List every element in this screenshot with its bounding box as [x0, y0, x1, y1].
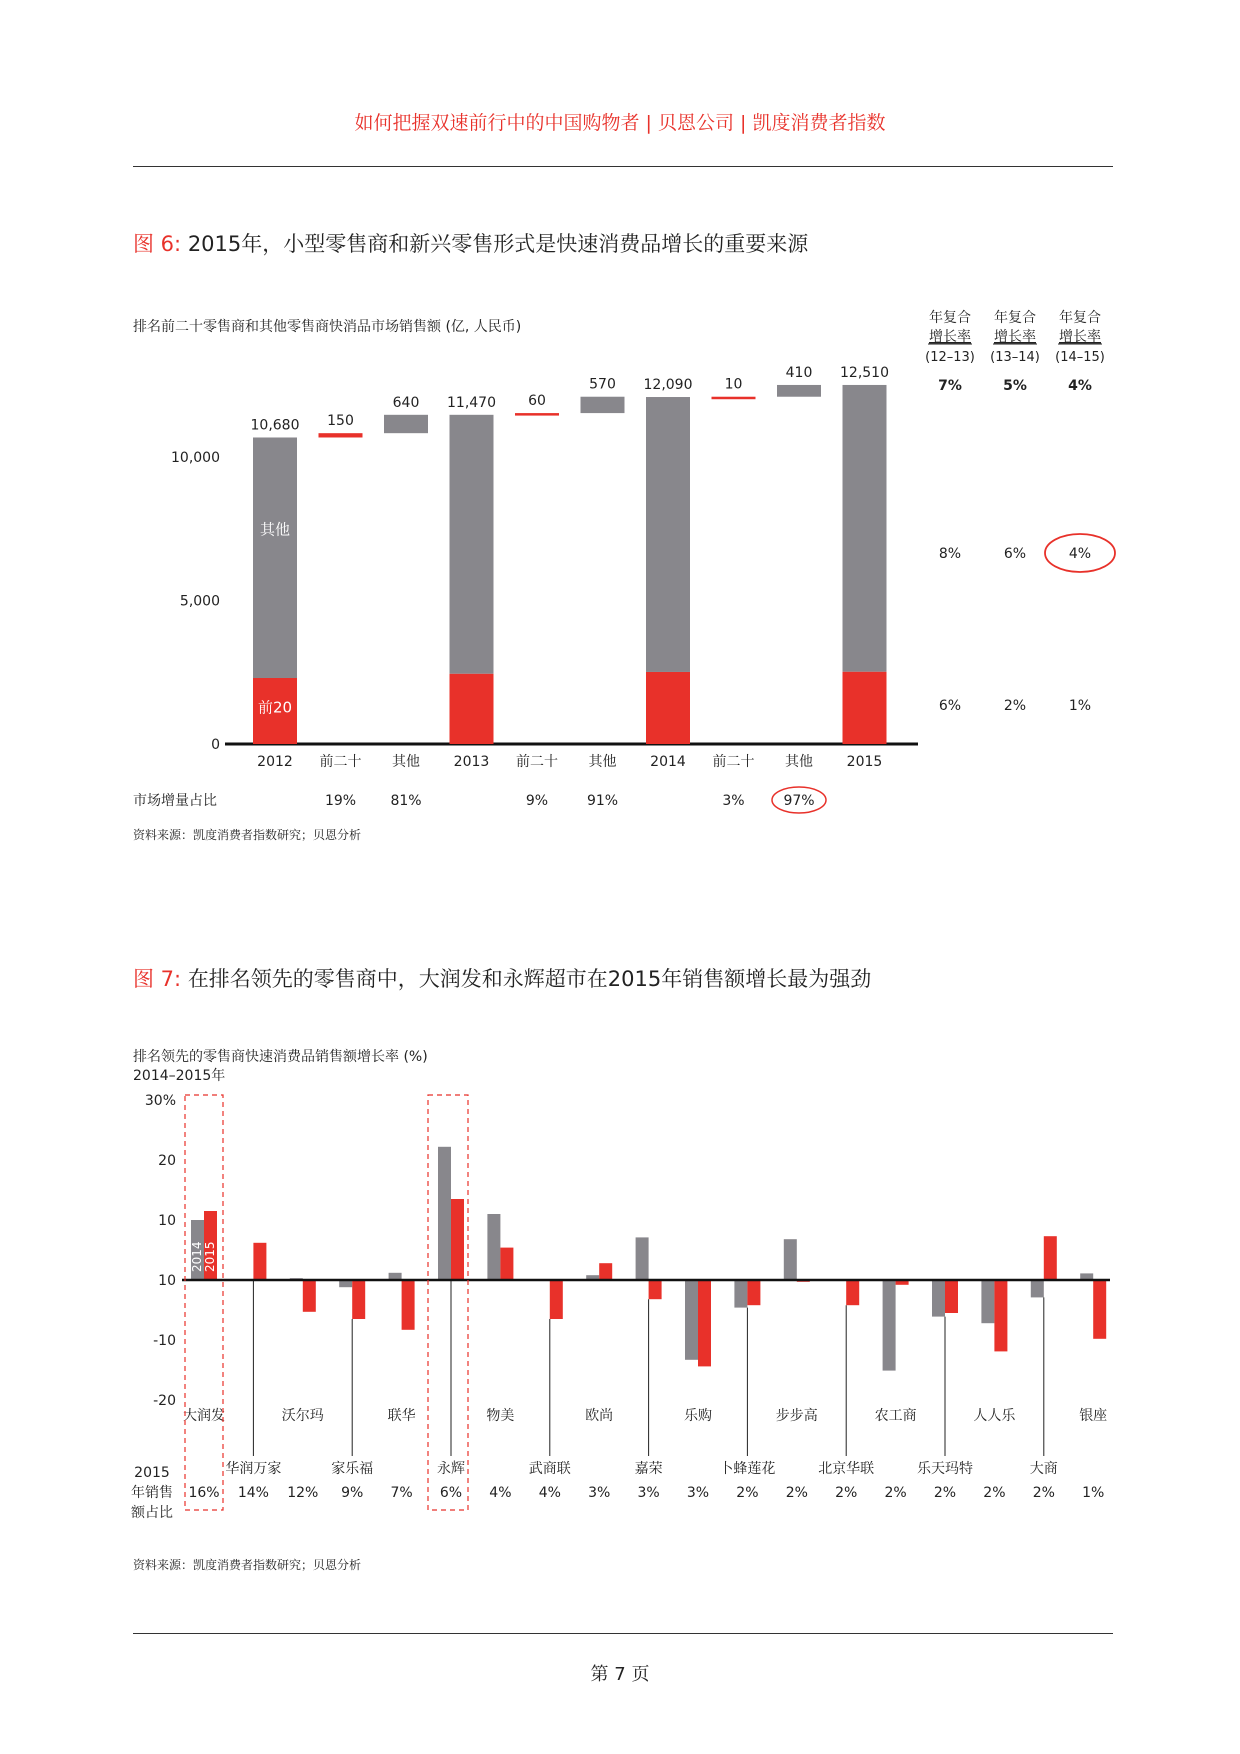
- cagr-total-value: 7%: [938, 378, 962, 394]
- bar-top20-segment: [450, 674, 494, 744]
- bar-total-label: 11,470: [447, 394, 496, 411]
- sales-share-value: 6%: [439, 1485, 463, 1501]
- sales-share-value: 9%: [341, 1485, 364, 1501]
- sales-share-row-label: 额占比: [131, 1505, 173, 1520]
- cagr-other-value: 8%: [938, 546, 962, 562]
- bar-2015: [402, 1280, 415, 1330]
- sales-share-value: 2%: [835, 1485, 858, 1501]
- bar-total-label: 12,510: [840, 364, 889, 381]
- bar-2015: [1044, 1236, 1057, 1280]
- sales-share-value: 14%: [237, 1485, 269, 1501]
- y-tick-label: 20: [158, 1153, 176, 1169]
- cagr-other-value: 4%: [1068, 546, 1092, 562]
- cagr-top20-value: 6%: [938, 698, 962, 714]
- bar-total-label: 10,680: [250, 417, 300, 434]
- increment-label: 570: [589, 376, 616, 393]
- bar-2015: [550, 1280, 563, 1319]
- series-label-2014: 2014: [190, 1241, 204, 1272]
- sales-share-row-label: 年销售: [131, 1485, 173, 1501]
- cagr-header-line2: 增长率: [1059, 329, 1101, 345]
- bar-2014: [487, 1214, 500, 1280]
- x-category-label: 其他: [588, 754, 617, 770]
- retailer-name: 华润万家: [225, 1461, 282, 1477]
- sales-share-value: 4%: [538, 1485, 561, 1501]
- bar-2014: [784, 1239, 797, 1280]
- retailer-name: 北京华联: [818, 1461, 875, 1477]
- retailer-name: 银座: [1079, 1408, 1108, 1424]
- bar-2014: [981, 1280, 994, 1323]
- header-rule: [133, 166, 1113, 167]
- retailer-name: 联华: [387, 1408, 416, 1424]
- bar-2014: [932, 1280, 945, 1317]
- cagr-header-line2: 增长率: [929, 329, 971, 345]
- cagr-top20-value: 1%: [1068, 698, 1092, 714]
- bar-2015: [747, 1280, 760, 1305]
- bar-other-segment: [843, 385, 887, 672]
- bar-2015: [599, 1263, 612, 1280]
- market-share-value: 97%: [783, 793, 815, 809]
- sales-share-value: 16%: [188, 1485, 220, 1501]
- market-share-value: 81%: [390, 793, 422, 809]
- retailer-name: 欧尚: [585, 1408, 614, 1424]
- cagr-header-period: (14–15): [1055, 350, 1105, 365]
- market-share-value: 91%: [586, 793, 619, 809]
- y-tick-label: -20: [153, 1393, 176, 1409]
- sales-share-row-label: 2015: [134, 1465, 170, 1481]
- increment-label: 60: [528, 393, 546, 410]
- market-share-row-label: 市场增量占比: [133, 793, 217, 809]
- bar-2015: [253, 1243, 266, 1280]
- y-tick-label: 30%: [144, 1093, 176, 1109]
- sales-share-value: 2%: [884, 1485, 907, 1501]
- cagr-total-value: 4%: [1068, 378, 1092, 394]
- sales-share-value: 2%: [983, 1485, 1006, 1501]
- bar-2015: [649, 1280, 662, 1299]
- increment-label: 640: [392, 394, 420, 411]
- market-share-value: 19%: [324, 793, 357, 809]
- figure6-source: 资料来源：凯度消费者指数研究；贝恩分析: [133, 828, 362, 842]
- series-label-2015: 2015: [203, 1241, 217, 1272]
- retailer-name: 乐购: [684, 1408, 712, 1424]
- sales-share-value: 3%: [588, 1485, 611, 1501]
- x-category-label: 其他: [392, 754, 420, 770]
- increment-bar-other: [581, 397, 625, 413]
- y-tick-label: 10: [158, 1273, 176, 1289]
- y-tick-label: 10,000: [171, 450, 220, 466]
- x-category-label: 前二十: [712, 754, 755, 770]
- bar-2015: [945, 1280, 958, 1313]
- retailer-name: 乐天玛特: [917, 1461, 973, 1477]
- bar-total-label: 12,090: [643, 377, 693, 394]
- y-tick-label: 5,000: [179, 593, 220, 610]
- cagr-other-value: 6%: [1003, 546, 1027, 562]
- increment-bar-top20: [712, 397, 756, 400]
- figure6-chart: [0, 300, 1240, 860]
- sales-share-value: 2%: [933, 1485, 957, 1501]
- bar-2014: [438, 1147, 451, 1280]
- bar-2015: [303, 1280, 316, 1312]
- figure6-label: 图 6:: [133, 232, 182, 256]
- bar-2014: [734, 1280, 747, 1308]
- sales-share-value: 3%: [686, 1485, 710, 1501]
- cagr-header-period: (13–14): [990, 350, 1040, 365]
- cagr-header-line1: 年复合: [1059, 310, 1101, 326]
- increment-label: 10: [724, 376, 743, 393]
- sales-share-value: 2%: [736, 1485, 759, 1501]
- sales-share-value: 2%: [1032, 1485, 1055, 1501]
- y-tick-label: -10: [153, 1333, 176, 1349]
- increment-label: 410: [785, 364, 813, 381]
- figure7-chart: [0, 1080, 1240, 1520]
- y-tick-label: 0: [211, 737, 220, 753]
- x-category-label: 前二十: [319, 754, 362, 770]
- footer-rule: [133, 1633, 1113, 1634]
- retailer-name: 步步高: [775, 1408, 818, 1424]
- cagr-header-line1: 年复合: [929, 310, 971, 326]
- retailer-name: 人人乐: [973, 1408, 1016, 1424]
- x-category-label: 前二十: [516, 754, 558, 770]
- bar-2014: [685, 1280, 698, 1360]
- market-share-value: 3%: [722, 793, 745, 809]
- sales-share-value: 2%: [785, 1485, 808, 1501]
- figure7-title-text: 在排名领先的零售商中，大润发和永辉超市在2015年销售额增长最为强劲: [187, 967, 872, 991]
- x-category-label: 2014: [650, 754, 686, 770]
- report-header: 如何把握双速前行中的中国购物者 | 贝恩公司 | 凯度消费者指数: [354, 112, 886, 134]
- retailer-name: 嘉荣: [634, 1461, 663, 1477]
- page-number: 第 7 页: [590, 1664, 650, 1685]
- figure6-subtitle: 排名前二十零售商和其他零售商快消品市场销售额 (亿, 人民币): [133, 319, 522, 335]
- bar-2015: [994, 1280, 1007, 1351]
- bar-top20-segment: [843, 672, 887, 744]
- increment-bar-top20: [319, 433, 363, 437]
- x-category-label: 2012: [257, 754, 293, 770]
- retailer-name: 永辉: [437, 1461, 465, 1477]
- segment-label-top20: 前20: [257, 698, 293, 717]
- retailer-name: 大商: [1029, 1461, 1058, 1477]
- increment-label: 150: [327, 413, 354, 430]
- x-category-label: 其他: [785, 754, 813, 770]
- bar-2014: [883, 1280, 896, 1371]
- sales-share-value: 3%: [637, 1485, 660, 1501]
- figure7-subtitle-years: 2014–2015年: [133, 1068, 226, 1084]
- bar-other-segment: [450, 415, 494, 674]
- bar-other-segment: [253, 437, 297, 678]
- figure7-source: 资料来源：凯度消费者指数研究；贝恩分析: [133, 1558, 362, 1572]
- cagr-header-period: (12–13): [925, 350, 975, 365]
- x-category-label: 2013: [453, 754, 490, 770]
- retailer-name: 卜蜂莲花: [719, 1461, 776, 1477]
- figure7-label: 图 7:: [133, 967, 182, 991]
- bar-top20-segment: [646, 672, 690, 744]
- bar-2014: [1031, 1280, 1044, 1297]
- x-category-label: 2015: [846, 754, 883, 770]
- retailer-name: 沃尔玛: [281, 1408, 324, 1424]
- bar-2015: [698, 1280, 711, 1366]
- sales-share-value: 7%: [390, 1485, 413, 1501]
- market-share-value: 9%: [525, 793, 549, 809]
- segment-label-other: 其他: [259, 520, 291, 539]
- cagr-top20-value: 2%: [1003, 698, 1027, 714]
- cagr-total-value: 5%: [1003, 378, 1027, 394]
- figure6-title: [133, 228, 808, 258]
- retailer-name: 武商联: [528, 1461, 571, 1477]
- bar-other-segment: [646, 397, 690, 672]
- retailer-name: 大润发: [183, 1408, 225, 1424]
- bar-2015: [352, 1280, 365, 1319]
- figure7-title: [133, 963, 871, 993]
- figure7-subtitle: 排名领先的零售商快速消费品销售额增长率 (%): [133, 1049, 428, 1065]
- retailer-name: 农工商: [874, 1408, 917, 1424]
- bar-2015: [846, 1280, 859, 1305]
- cagr-header-line2: 增长率: [994, 329, 1036, 345]
- cagr-header-line1: 年复合: [994, 310, 1036, 326]
- bar-2015: [451, 1199, 464, 1280]
- figure6-title-text: 2015年，小型零售商和新兴零售形式是快速消费品增长的重要来源: [187, 232, 809, 256]
- retailer-name: 物美: [486, 1408, 515, 1424]
- bar-2015: [500, 1248, 513, 1280]
- sales-share-value: 4%: [489, 1485, 512, 1501]
- retailer-name: 家乐福: [331, 1461, 374, 1477]
- y-tick-label: 10: [158, 1213, 176, 1229]
- sales-share-value: 1%: [1082, 1485, 1105, 1501]
- bar-2015: [1093, 1280, 1106, 1339]
- increment-bar-top20: [515, 413, 559, 416]
- increment-bar-other: [777, 385, 821, 397]
- sales-share-value: 12%: [287, 1485, 319, 1501]
- highlight-box-dareunfa: [185, 1095, 223, 1510]
- bar-2014: [636, 1237, 649, 1280]
- increment-bar-other: [384, 415, 428, 433]
